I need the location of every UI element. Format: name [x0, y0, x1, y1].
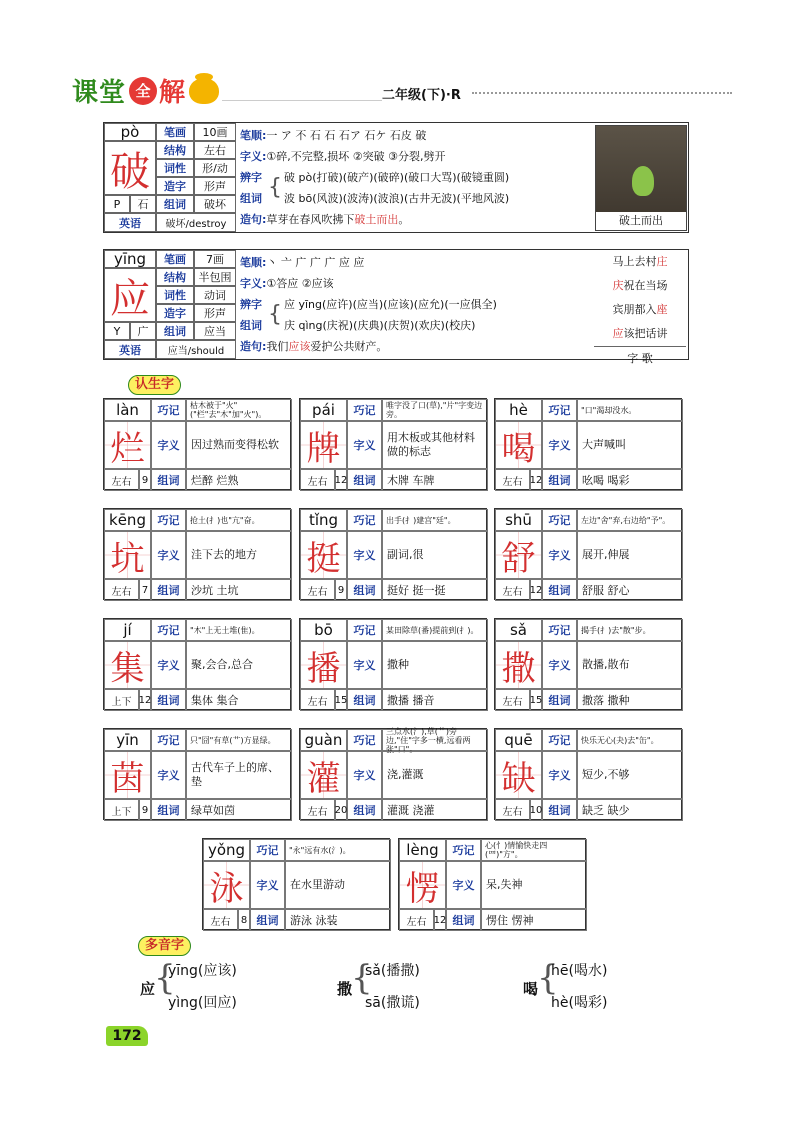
bihua-label: 笔画 [156, 250, 194, 268]
poly-reading-2: sā(撒谎) [365, 995, 420, 1011]
structure: 左右 [300, 579, 335, 601]
bihua-value: 7画 [194, 250, 236, 268]
stroke-count: 12 [530, 469, 542, 491]
pinyin: yīng [104, 250, 156, 268]
header-dotted-rule [472, 92, 732, 94]
ziyi-meaning: 呆,失神 [481, 861, 587, 909]
structure: 左右 [495, 579, 530, 601]
zuci-words: 缺乏 缺少 [577, 799, 683, 821]
ziyi-label: 字义 [542, 641, 577, 689]
poly-reading-1: hē(喝水) [551, 963, 608, 979]
card-char: 泳 [203, 861, 250, 909]
qiaoji-label: 巧记 [446, 839, 481, 861]
card-char: 挺 [300, 531, 347, 579]
zuci-label: 组词 [151, 469, 186, 491]
zuci-label: 组词 [151, 799, 186, 821]
poly-reading-2: yìng(回应) [168, 995, 237, 1011]
zuci-value: 应当 [194, 322, 236, 340]
ziyi-label: 字义 [151, 641, 186, 689]
structure: 左右 [399, 909, 434, 931]
zuci-label: 组词 [156, 195, 194, 213]
qiaoji-tip: 抢土(扌)也"亢"奋。 [186, 509, 292, 531]
qiaoji-tip: 快乐无心(夬)去"缶"。 [577, 729, 683, 751]
main-char-table-ying [103, 249, 689, 365]
card-char: 喝 [495, 421, 542, 469]
qiaoji-tip: 左边"舍"弃,右边给"予"。 [577, 509, 683, 531]
pinyin: pái [300, 399, 347, 421]
pinyin: kēng [104, 509, 151, 531]
pinyin: lèng [399, 839, 446, 861]
card-char: 集 [104, 641, 151, 689]
zuci-label: 组词 [156, 322, 194, 340]
stroke-count: 20 [335, 799, 347, 821]
char-card [299, 398, 487, 490]
zuci-words: 愣住 愣神 [481, 909, 587, 931]
qiaoji-label: 巧记 [347, 729, 382, 751]
bianzi-label: 辨字 [240, 171, 262, 184]
zuci-label: 组词 [446, 909, 481, 931]
qiaoji-label: 巧记 [151, 729, 186, 751]
bushou: 石 [130, 195, 156, 213]
char-card [398, 838, 586, 930]
qiaoji-tip: 出手(扌)建宫"廷"。 [382, 509, 488, 531]
cixing-value: 形/动 [194, 159, 236, 177]
zuci-label: 组词 [250, 909, 285, 931]
pinyin: sǎ [495, 619, 542, 641]
structure: 左右 [300, 689, 335, 711]
zuci-words: 灌溉 浇灌 [382, 799, 488, 821]
main-char: 破 [104, 141, 156, 195]
zuci-label: 组词 [542, 799, 577, 821]
compare-line-1: 破 pò(打破)(破产)(破碎)(破口大骂)(破镜重圆) [284, 171, 510, 184]
logo-circle-quan: 全 [129, 77, 157, 105]
order-label: 笔顺: [240, 129, 267, 142]
pinyin: yǒng [203, 839, 250, 861]
qiaoji-label: 巧记 [347, 619, 382, 641]
poly-reading-2: hè(喝彩) [551, 995, 608, 1011]
zuci-label: 组词 [542, 579, 577, 601]
structure: 左右 [300, 799, 335, 821]
meaning: ①碎,不完整,损坏 ②突破 ③分裂,劈开 [266, 150, 446, 163]
char-card [494, 618, 682, 710]
ziyi-label: 字义 [151, 531, 186, 579]
sentence-label: 造句: [240, 213, 267, 226]
qiaoji-label: 巧记 [542, 729, 577, 751]
compare-line-2: 庆 qìng(庆祝)(庆典)(庆贺)(欢庆)(校庆) [284, 319, 476, 332]
compare-line-2: 波 bō(风波)(波涛)(波浪)(古井无波)(平地风波) [284, 192, 510, 205]
ziyi-label: 字义 [347, 421, 382, 469]
ziyi-label: 字义 [250, 861, 285, 909]
qiaoji-label: 巧记 [151, 619, 186, 641]
qiaoji-tip: "口"渴却没水。 [577, 399, 683, 421]
structure: 左右 [203, 909, 238, 931]
section-duoyinzi: 多音字 [138, 936, 191, 956]
zuci-words: 沙坑 土坑 [186, 579, 292, 601]
stroke-count: 9 [139, 799, 151, 821]
qiaoji-tip: 唯字没了口(草),"片"字变边旁。 [382, 399, 488, 421]
ziyi-meaning: 散播,散布 [577, 641, 683, 689]
qiaoji-label: 巧记 [347, 399, 382, 421]
zuci-label: 组词 [347, 799, 382, 821]
sentence-end: 。 [398, 213, 410, 226]
poly-char: 喝 [523, 980, 539, 998]
song-caption: 字 歌 [594, 346, 686, 371]
card-char: 牌 [300, 421, 347, 469]
stroke-count: 8 [238, 909, 250, 931]
bushou-letter: Y [104, 322, 130, 340]
poly-reading-1: yīng(应该) [168, 963, 237, 979]
char-info-po: 笔顺:一 ア 不 石 石 石ア 石ケ 石皮 破 字义:①碎,不完整,损坏 ②突破 ③分裂,劈开 辨字 组词 { 破 pò(打破)(破产)(破碎)(破口大骂)(破镜重圆) 波 bō(风波)(波涛)(波浪)(古井无波)(平地风波) 造句:草芽在春风吹拂下破土而出。 [240, 129, 510, 226]
zuci-label: 组词 [151, 689, 186, 711]
zuci-label: 组词 [542, 689, 577, 711]
cixing-label: 词性 [156, 159, 194, 177]
card-char: 茵 [104, 751, 151, 799]
zuci-words: 舒服 舒心 [577, 579, 683, 601]
structure: 左右 [300, 469, 335, 491]
zuci-words: 游泳 泳装 [285, 909, 391, 931]
ziyi-meaning: 展开,伸展 [577, 531, 683, 579]
zuci-words: 撒播 播音 [382, 689, 488, 711]
qiaoji-tip: 三点水(氵),草(艹)旁边,"住"字多一横,远看两张"口"。 [382, 729, 488, 751]
zuci-label: 组词 [347, 689, 382, 711]
ziyi-meaning: 聚,会合,总合 [186, 641, 292, 689]
pinyin: pò [104, 123, 156, 141]
jiegou-value: 左右 [194, 141, 236, 159]
card-char: 舒 [495, 531, 542, 579]
qiaoji-tip: 心(忄)情愉快走四(罒)"方"。 [481, 839, 587, 861]
zuci-words: 绿草如茵 [186, 799, 292, 821]
stroke-count: 9 [335, 579, 347, 601]
qiaoji-tip: 枯木被于"火"("栏"去"木"加"火")。 [186, 399, 292, 421]
ziyi-meaning: 大声喊叫 [577, 421, 683, 469]
grade-label: 二年级(下)·R [382, 88, 461, 103]
ziyi-label: 字义 [542, 751, 577, 799]
header-rule [222, 100, 382, 101]
qiaoji-label: 巧记 [151, 509, 186, 531]
zuci-words: 烂醉 烂熟 [186, 469, 292, 491]
poly-char: 应 [140, 980, 156, 998]
stroke-count: 15 [335, 689, 347, 711]
bihua-label: 笔画 [156, 123, 194, 141]
char-card [494, 728, 682, 820]
structure: 上下 [104, 799, 139, 821]
poly-char: 撒 [337, 980, 353, 998]
ziyi-meaning: 撒种 [382, 641, 488, 689]
zuci-label: 组词 [347, 469, 382, 491]
bushou: 广 [130, 322, 156, 340]
meaning-label: 字义: [240, 277, 267, 290]
pinyin: jí [104, 619, 151, 641]
zuci-words: 撒落 撒种 [577, 689, 683, 711]
stroke-count: 12 [530, 579, 542, 601]
english-label: 英语 [104, 340, 156, 359]
char-info-ying: 笔顺:丶 亠 广 广 广 应 应 字义:①答应 ②应该 辨字 组词 { 应 yīng(应许)(应当)(应该)(应允)(一应俱全) 庆 qìng(庆祝)(庆典)(庆贺)(欢庆)(校庆) 造句:我们应该爱护公共财产。 [240, 256, 497, 353]
sentence-end: 爱护公共财产。 [310, 340, 388, 353]
char-card [103, 618, 291, 710]
ziyi-meaning: 古代车子上的席、垫 [186, 751, 292, 799]
pinyin: bō [300, 619, 347, 641]
logo-text-jie: 解 [159, 78, 186, 108]
pinyin: yīn [104, 729, 151, 751]
ziyi-label: 字义 [347, 641, 382, 689]
poly-reading-1: sǎ(播撒) [365, 963, 420, 979]
qiaoji-tip: "木"上无土堆(隹)。 [186, 619, 292, 641]
photo-caption: 破土而出 [596, 212, 686, 230]
logo-text-ketang: 课堂 [72, 78, 127, 108]
qiaoji-label: 巧记 [250, 839, 285, 861]
jiegou-value: 半包围 [194, 268, 236, 286]
ziyi-meaning: 副词,很 [382, 531, 488, 579]
jiegou-label: 结构 [156, 268, 194, 286]
song-line-1: 马上去村庄 [612, 255, 668, 268]
bianzi-label: 辨字 [240, 298, 262, 311]
structure: 左右 [495, 799, 530, 821]
zuci-words: 集体 集合 [186, 689, 292, 711]
stroke-count: 10 [530, 799, 542, 821]
pinyin: quē [495, 729, 542, 751]
char-card [103, 508, 291, 600]
structure: 左右 [495, 689, 530, 711]
char-card [299, 508, 487, 600]
qiaoji-label: 巧记 [151, 399, 186, 421]
char-card [494, 398, 682, 490]
structure: 左右 [495, 469, 530, 491]
card-char: 缺 [495, 751, 542, 799]
char-card [299, 728, 487, 820]
brace-icon: { [154, 958, 176, 998]
zuci-value: 破坏 [194, 195, 236, 213]
sentence-highlight: 应该 [288, 340, 311, 353]
bear-mascot-icon [189, 78, 219, 104]
char-card [103, 398, 291, 490]
zuci-words: 吆喝 喝彩 [577, 469, 683, 491]
ziyi-meaning: 在水里游动 [285, 861, 391, 909]
ziyi-label: 字义 [542, 531, 577, 579]
qiaoji-tip: 揭手(扌)去"散"步。 [577, 619, 683, 641]
card-char: 坑 [104, 531, 151, 579]
cixing-label: 词性 [156, 286, 194, 304]
sentence-text: 我们 [266, 340, 289, 353]
compare-line-1: 应 yīng(应许)(应当)(应该)(应允)(一应俱全) [284, 298, 497, 311]
card-char: 播 [300, 641, 347, 689]
structure: 左右 [104, 469, 139, 491]
character-song [594, 250, 686, 365]
stroke-count: 7 [139, 579, 151, 601]
order-label: 笔顺: [240, 256, 267, 269]
meaning: ①答应 ②应该 [266, 277, 334, 290]
song-line-2: 庆祝在当场 [612, 279, 668, 292]
qiaoji-label: 巧记 [347, 509, 382, 531]
ziyi-label: 字义 [151, 421, 186, 469]
ziyi-meaning: 洼下去的地方 [186, 531, 292, 579]
stroke-count: 12 [434, 909, 446, 931]
brace-icon: { [351, 958, 373, 998]
zuci-label: 组词 [542, 469, 577, 491]
char-card [299, 618, 487, 710]
bihua-value: 10画 [194, 123, 236, 141]
zuci-words: 挺好 挺一挺 [382, 579, 488, 601]
book-logo [72, 72, 219, 109]
pinyin: shū [495, 509, 542, 531]
pinyin: tǐng [300, 509, 347, 531]
meaning-label: 字义: [240, 150, 267, 163]
brace-icon: { [537, 958, 559, 998]
jiegou-label: 结构 [156, 141, 194, 159]
card-char: 烂 [104, 421, 151, 469]
qiaoji-label: 巧记 [542, 399, 577, 421]
zuci-label: 组词 [151, 579, 186, 601]
qiaoji-tip: 只"囧"有草(艹)方显绿。 [186, 729, 292, 751]
structure: 左右 [104, 579, 139, 601]
qiaoji-label: 巧记 [542, 509, 577, 531]
sentence-text: 草芽在春风吹拂下 [266, 213, 355, 226]
sprout-icon [632, 166, 654, 196]
card-char: 撒 [495, 641, 542, 689]
zaozi-label: 造字 [156, 304, 194, 322]
song-line-4: 应该把话讲 [612, 327, 668, 340]
page-number: 172 [106, 1026, 148, 1046]
ziyi-label: 字义 [151, 751, 186, 799]
ziyi-meaning: 用木板或其他材料做的标志 [382, 421, 488, 469]
zuci-words: 木牌 车牌 [382, 469, 488, 491]
qiaoji-tip: "永"远有水(氵)。 [285, 839, 391, 861]
zaozi-value: 形声 [194, 304, 236, 322]
english-value: 破坏/destroy [156, 213, 236, 232]
zuci-label: 组词 [347, 579, 382, 601]
main-char: 应 [104, 268, 156, 322]
pinyin: guàn [300, 729, 347, 751]
ziyi-label: 字义 [347, 531, 382, 579]
ziyi-label: 字义 [542, 421, 577, 469]
stroke-count: 15 [530, 689, 542, 711]
char-card [103, 728, 291, 820]
stroke-order: 丶 亠 广 广 广 应 应 [266, 256, 365, 269]
zaozi-label: 造字 [156, 177, 194, 195]
song-line-3: 宾朋都入座 [612, 303, 668, 316]
section-renshengzi: 认生字 [128, 375, 181, 395]
zuci-label-2: 组词 [240, 192, 262, 205]
sprout-photo [595, 125, 687, 231]
pinyin: hè [495, 399, 542, 421]
card-char: 灌 [300, 751, 347, 799]
sentence-highlight: 破土而出 [354, 213, 399, 226]
pinyin: làn [104, 399, 151, 421]
zaozi-value: 形声 [194, 177, 236, 195]
english-label: 英语 [104, 213, 156, 232]
qiaoji-tip: 某田除草(番)提前到(扌)。 [382, 619, 488, 641]
stroke-order: 一 ア 不 石 石 石ア 石ケ 石皮 破 [266, 129, 427, 142]
zuci-label-2: 组词 [240, 319, 262, 332]
structure: 上下 [104, 689, 139, 711]
card-char: 愣 [399, 861, 446, 909]
ziyi-label: 字义 [446, 861, 481, 909]
char-card [202, 838, 390, 930]
stroke-count: 9 [139, 469, 151, 491]
stroke-count: 12 [335, 469, 347, 491]
page-header [72, 70, 732, 106]
ziyi-meaning: 短少,不够 [577, 751, 683, 799]
cixing-value: 动词 [194, 286, 236, 304]
ziyi-meaning: 因过熟而变得松软 [186, 421, 292, 469]
sentence-label: 造句: [240, 340, 267, 353]
ziyi-label: 字义 [347, 751, 382, 799]
ziyi-meaning: 浇,灌溉 [382, 751, 488, 799]
qiaoji-label: 巧记 [542, 619, 577, 641]
bushou-letter: P [104, 195, 130, 213]
char-card [494, 508, 682, 600]
english-value: 应当/should [156, 340, 236, 359]
stroke-count: 12 [139, 689, 151, 711]
